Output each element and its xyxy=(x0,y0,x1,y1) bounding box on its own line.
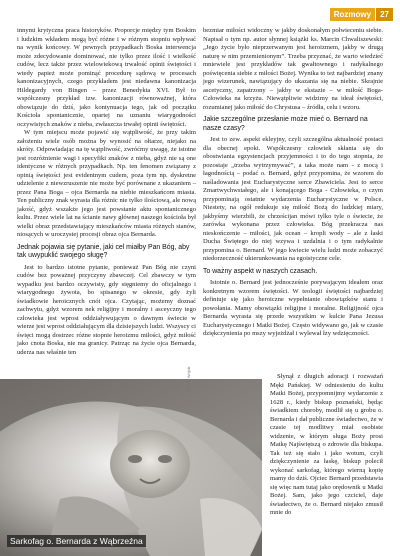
paragraph: bezmiar miłości widoczny w jakby doskonałym połwieceniu siebie. Napisał o tym np. autor słynnej książki ks. Marcin Chwaliszewski: „Jego życie było nieprzerwanym jest heroizmem, jakby w drugą naturę w nim przemienionym”. Trzeba przyznać, że warto wiedzieć mniewiele jest przykładów tak gwałtownego i radykalnego poświęcenia siebie z miłości Bożej. Wynika to też najbardziej znany jego wizerunek, nawiązujący do ukazania się na niebie. Skrajnie ascetyczny, zapatrzony – jakby w ekstazie – w miłość Boga-Człowieka na krzyżu. Niewątpliwie widzimy na ideał świętości, rozumianej jako miłość do Chrystusa – źródła, celu i wzoru. xyxy=(203,27,383,111)
left-column xyxy=(17,27,196,357)
paragraph: W tym miejscu może pojawić się wątpliwość, że przy takim założeniu wiele osób można by wynosić na ołtarze, niejako na skróty. Odpowiadając na tę wątpliwość, zwróćmy uwagę, że istotne jest rozróżnienie wagi i specyfiki znaków z nieba, gdyż nie są one identyczne w różnych przypadkach. Np. ten fenomen związany z opinią świętości jest evidentnym cudem, poza tym np. dyskretne udzielenie z niewzruszenie nie może być porównane z ukazaniem – przez Pana Boga – ojca Bernarda na niebie mieszkańcom miasta. Ten publiczny znak wyrasta dla różnic nie tylko ilościową, ale nową jakość, gdyż wszakże jego jest powstanie aktu spontanicznego kultu. Przez wiele lat na ścianie nawy głównej naszego kościoła był wielki obraz przedstawiający mieszkańców miasta różnych stanów, niosących w uroczystej procesji obraz ojca Bernarda. xyxy=(17,129,196,238)
interview-question: Jednak pojawia się pytanie, jaki cel miałby Pan Bóg, aby tak uwypuklić swojego sługę? xyxy=(17,243,190,260)
interview-question: To ważny aspekt w naszych czasach. xyxy=(203,267,318,275)
right-column xyxy=(203,27,383,339)
photo-caption: Sarkofag o. Bernarda z Wąbrzeźna xyxy=(7,535,146,547)
interview-question: Jakie szczególne przesłanie może mieć o. Bernard na nasze czasy? xyxy=(203,116,368,132)
right-column-continuation xyxy=(270,373,383,518)
paragraph: Słynął z długich adoracji i rozważań Męki Pańskiej. W odniesieniu do kultu Matki Bożej, przypomnijmy wydarzenie z 1628 r., kiedy biskup poznański, będąc świadkiem choroby, modlił się u grobu o. Bernarda i dał publiczne świadectwo, że w czasie tej modlitwy miał osobiste widzenie, w którym sługa Boży prosi Matkę Najświętszą o zdrowie dla biskupa. Tak też się stało i jako wotum, czyli dziękczynienie za łaskę, biskup polecił wykonać sarkofag, którego wierną kopię mamy do dziś. Ojciec Bernard przedstawia się więc nam tutaj jako orędownik u Matki Bożej. Sam, jako jego czciciel, daje świadectwo, że o. Bernard niejako zmusił mnie do xyxy=(270,373,383,516)
paragraph: Jest to bardzo istotne pytanie, ponieważ Pan Bóg nie czyni cudów bez poważnej przyczyny zbawczej. Cel zbawczy w tym wypadku jest bardzo oczywisty, gdy sięgniemy do oficjalnego i wiarygodnego żywota, bo spisanego w okresie, gdy żyli świadkowie heroicznych cnót ojca. Czytając, możemy doznać zachwytu, gdyż wzorem nek religijny i moralny i asceyczny tego człowieka jest wprost oddziaływującym o dawnym świecie w wierze jest wprost oddziałującym dla dzisiejszych ludzi. Wszyscy ci święci mogą dostrzec różne stopnie heroizmu miłości, gdyż miłość jako cnota Boska, nie ma granicy. Patrząc na życie ojca Bernarda, uderza nas właśnie ten xyxy=(17,263,196,356)
photo-credit: Fot. W. Wójcik xyxy=(186,366,191,392)
page-header xyxy=(330,8,393,21)
page-number: 27 xyxy=(376,8,393,21)
paragraph: innymi krytyczna praca historyków. Proporcje między tym Boskim i ludzkim wkładem mogą być różne i w różnym stopniu wpływać na wynik końcowy. W pewnych przypadkach Boska interwencja może zdecydowanie dominować, nie tylko przez ilość i wielkość cudów, lecz także przez wielowiekową trwałość opinii świętości i wtedy papież może pominąć procedurę sądową w procesach kanonizacyjnych, czego przykładem jest niedawna kanonizacja Hildegardy von Bingen – przez Benedykta XVI. Był to współczesny przykład tzw. kanonizacji równoważnej, która obowiązuje do dziś, jako kontynuacja tego, jak od początku Kościoła spontanicznie, opartej na uznaniu wiarygodności oczywistych znaków z nieba, zwłaszcza trwałej opinii świętości. xyxy=(17,27,196,128)
paragraph: Istotnie o. Bernard jest jednocześnie porywającym ideałem oraz konkretnym wzorem świętości. W teologii świętości najbardziej definiuje się jako heroiczne wypełnianie obowiązków stanu i powołania. Mamy obowiązki religijne i moralne. Religijność ojca Bernarda wyrasta się przede wszystkim w kulcie Pana Jezusa Eucharystycznego i Matki Bożej. Często widywano go, jak w czasie dziękczynienia po mszy wyjeżdżał i wylewał łzy wdzięczności. xyxy=(203,279,383,338)
section-tag: Rozmowy xyxy=(330,8,375,21)
paragraph: Jest to zew. aspekt ekleyjny, czyli szczególna aktualność postaci dla obecnej epoki. Współczesny człowiek skłania się do obostwiania egzystencjach przyjemności i to do tego stopnia, że pozostaje „trzeba wytrzymywać”, a taka może nam - z mocą i łagodnością – podać o. Bernard, gdyż przypomina, że wzorem do naśladowania jest Eucharystyczne serce Zbawiciela. Jest to serce Zmartwychwstałego, ale i konającego Boga - Człowieka, o czym przypominają ostatnie wydarzenia Eucharystyczne w Polsce. Niestety, na ogół redukuje się miłość Bożą do ludzkiej miary, jakbyśmy wierzbili, że chrześcijan mówi tylko tyle o świecie, że zarówka wykonana przez człowieka. Bóg przekracza nas nieskończenie – miłości, jak ocean – kropli wody – ale z łaski Ducha Świętego do niej wzywa i uzdalnia i o tym radykalnie przypomina o. Bernard. W jego kwiecie wielu ludzi może zobaczyć niedorzeczność ukierunkowania na egoistyczne cele. xyxy=(203,136,383,263)
